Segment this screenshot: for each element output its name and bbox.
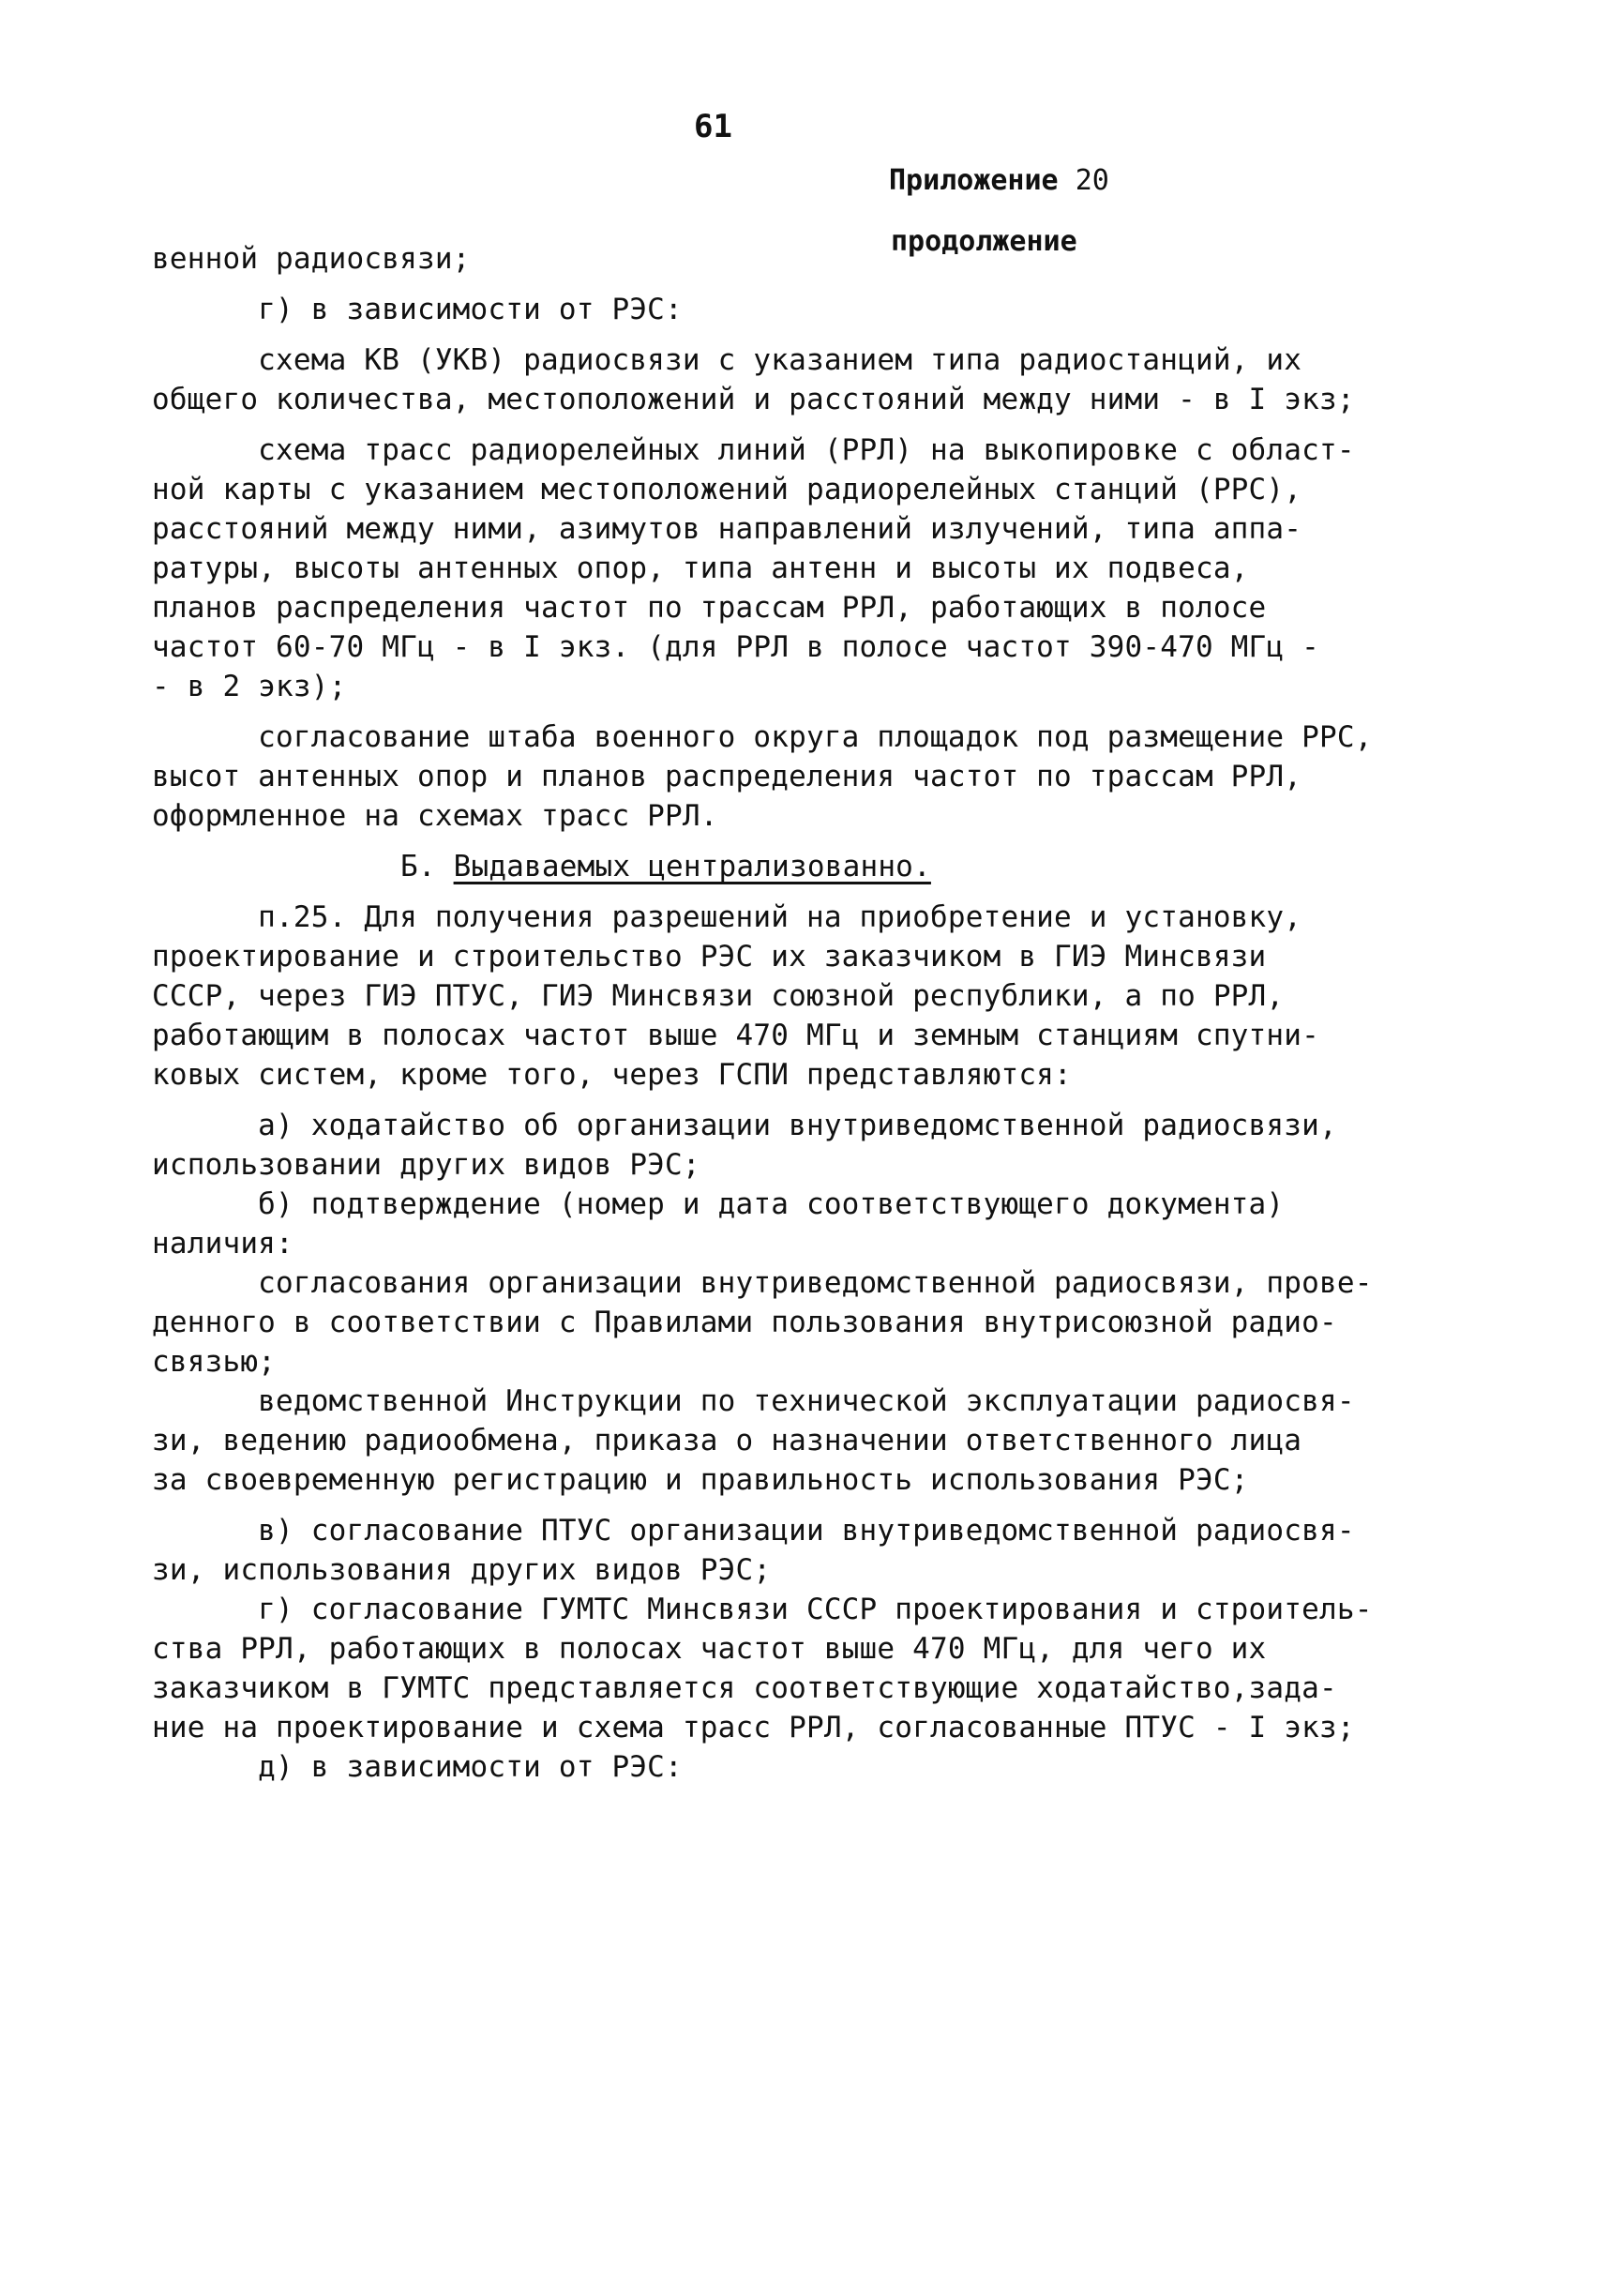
text-line: ратуры, высоты антенных опор, типа антенн и высоты их подвеса, <box>152 551 1249 585</box>
paragraph <box>152 290 1315 329</box>
text-line: г) согласование ГУМТС Минсвязи СССР проектирования и строитель- <box>152 1593 1373 1626</box>
text-line: заказчиком в ГУМТС представляется соответствующие ходатайство,зада- <box>152 1671 1337 1705</box>
text-line: в) согласование ПТУС организации внутриведомственной радиосвя- <box>152 1514 1355 1548</box>
text-line: - в 2 экз); <box>152 670 347 703</box>
text-line: денного в соответствии с Правилами пользования внутрисоюзной радио- <box>152 1306 1337 1339</box>
text-line: б) подтверждение (номер и дата соответствующего документа) <box>152 1187 1285 1221</box>
text-line: работающим в полосах частот выше 470 МГц и земным станциям спутни- <box>152 1019 1319 1052</box>
text-line: зи, использования других видов РЭС; <box>152 1553 772 1587</box>
text-line: оформленное на схемах трасс РРЛ. <box>152 799 718 833</box>
paragraph <box>152 239 1315 279</box>
appendix-number: 20 <box>1075 164 1109 197</box>
text-line: ной карты с указанием местоположений радиорелейных станций (РРС), <box>152 473 1302 506</box>
text-line: п.25. Для получения разрешений на приобретение и установку, <box>152 900 1302 934</box>
text-line: зи, ведению радиообмена, приказа о назначении ответственного лица <box>152 1424 1302 1458</box>
text-section-1 <box>152 239 1373 836</box>
text-line: а) ходатайство об организации внутриведомственной радиосвязи, <box>152 1109 1337 1142</box>
text-line: использовании других видов РЭС; <box>152 1148 700 1182</box>
continuation-label: продолжение <box>891 225 1077 258</box>
text-line: согласование штаба военного округа площадок под размещение РРС, <box>152 720 1373 754</box>
text-line: высот антенных опор и планов распределения частот по трассам РРЛ, <box>152 760 1302 793</box>
text-line: схема КВ (УКВ) радиосвязи с указанием типа радиостанций, их <box>152 343 1302 377</box>
paragraph <box>152 1106 1373 1500</box>
text-line: ства РРЛ, работающих в полосах частот выше 470 МГц, для чего их <box>152 1632 1267 1666</box>
section-heading <box>400 847 1315 886</box>
text-line: СССР, через ГИЭ ПТУС, ГИЭ Минсвязи союзной республики, а по РРЛ, <box>152 979 1285 1013</box>
paragraph <box>152 430 1355 706</box>
section-heading-prefix: Б. <box>400 850 454 884</box>
text-line: согласования организации внутриведомственной радиосвязи, прове- <box>152 1266 1373 1300</box>
text-line: частот 60-70 МГц - в I экз. (для РРЛ в полосе частот 390-470 МГц - <box>152 630 1319 664</box>
text-line: ведомственной Инструкции по технической эксплуатации радиосвя- <box>152 1384 1355 1418</box>
paragraph <box>152 898 1319 1095</box>
section-heading-title: Выдаваемых централизованно. <box>453 850 931 884</box>
document-body <box>152 239 1373 1787</box>
text-line: планов распределения частот по трассам РРЛ, работающих в полосе <box>152 591 1267 625</box>
text-line: расстояний между ними, азимутов направлений излучений, типа аппа- <box>152 512 1302 546</box>
appendix-word: Приложение <box>889 164 1059 197</box>
text-line: венной радиосвязи; <box>152 242 471 276</box>
text-line: схема трасс радиорелейных линий (РРЛ) на выкопировке с област- <box>152 433 1355 467</box>
text-line: г) в зависимости от РЭС: <box>152 293 683 326</box>
text-line: за своевременную регистрацию и правильность использования РЭС; <box>152 1463 1249 1497</box>
paragraph <box>152 1511 1373 1787</box>
text-line: связью; <box>152 1345 277 1379</box>
text-line: ковых систем, кроме того, через ГСПИ представляются: <box>152 1058 1072 1092</box>
text-section-2 <box>152 898 1373 1787</box>
paragraph <box>152 718 1373 836</box>
text-line: ние на проектирование и схема трасс РРЛ, согласованные ПТУС - I экз; <box>152 1711 1355 1745</box>
page-number: 61 <box>694 108 732 145</box>
text-line: общего количества, местоположений и расстояний между ними - в I экз; <box>152 383 1355 416</box>
text-line: проектирование и строительство РЭС их заказчиком в ГИЭ Минсвязи <box>152 940 1267 974</box>
text-line: наличия: <box>152 1227 293 1261</box>
text-line: д) в зависимости от РЭС: <box>152 1750 683 1784</box>
appendix-label <box>889 164 1109 197</box>
paragraph <box>152 340 1355 419</box>
